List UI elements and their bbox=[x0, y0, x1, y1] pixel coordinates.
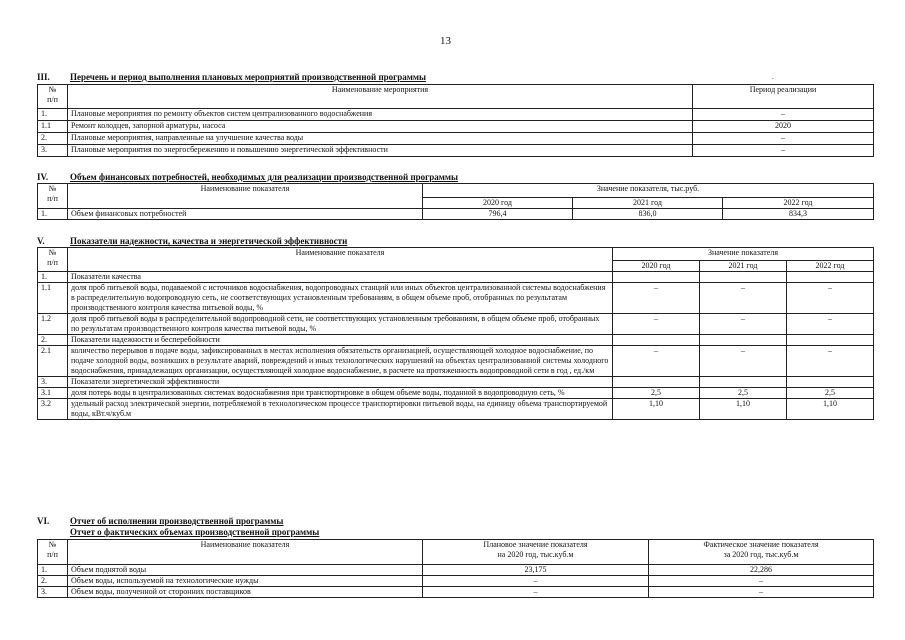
row-value-2020: 1,10 bbox=[613, 399, 700, 420]
row-period: – bbox=[693, 109, 874, 121]
table-row bbox=[38, 133, 874, 145]
header-num: № п/п bbox=[38, 184, 68, 209]
row-value-2021: 836,0 bbox=[573, 209, 723, 220]
year-2020: 2020 год bbox=[423, 198, 573, 209]
row-number: 1. bbox=[38, 565, 68, 576]
table-header-row bbox=[38, 85, 874, 109]
row-number: 1.1 bbox=[38, 121, 68, 133]
row-number: 3.1 bbox=[38, 388, 68, 399]
row-value-2020: 796,4 bbox=[423, 209, 573, 220]
row-number: 2.1 bbox=[38, 346, 68, 377]
row-value-2020 bbox=[613, 272, 700, 283]
section-5-heading bbox=[37, 236, 347, 246]
table-row bbox=[38, 145, 874, 157]
header-name: Наименование показателя bbox=[68, 540, 423, 565]
header-num: № п/п bbox=[38, 540, 68, 565]
header-value: Значение показателя bbox=[613, 248, 874, 261]
row-value-2022: – bbox=[787, 346, 874, 377]
table-row bbox=[38, 576, 874, 587]
section-3-heading bbox=[37, 72, 426, 82]
row-name: Показатели энергетической эффективности bbox=[68, 377, 613, 388]
section-3-table bbox=[37, 84, 874, 157]
row-period: – bbox=[693, 133, 874, 145]
row-value-2022 bbox=[787, 335, 874, 346]
row-number: 1. bbox=[38, 209, 68, 220]
header-fact: Фактическое значение показателя за 2020 год, тыс.куб.м bbox=[649, 540, 874, 565]
row-name: Показатели качества bbox=[68, 272, 613, 283]
row-name: удельный расход электрической энергии, потребляемой в технологическом процессе транспортировки питьевой воды, на единицу объема транспортируемой воды, кВт.ч/куб.м bbox=[68, 399, 613, 420]
row-name: Объем поднятой воды bbox=[68, 565, 423, 576]
header-value: Значение показателя, тыс.руб. bbox=[423, 184, 874, 198]
row-value-2021: 2,5 bbox=[700, 388, 787, 399]
section-5-table bbox=[37, 247, 874, 420]
section-4-heading bbox=[37, 172, 458, 182]
row-number: 2. bbox=[38, 133, 68, 145]
row-period: – bbox=[693, 145, 874, 157]
row-value-2022 bbox=[787, 272, 874, 283]
row-number: 2. bbox=[38, 335, 68, 346]
table-row bbox=[38, 283, 874, 314]
row-value-2021: – bbox=[700, 346, 787, 377]
table-row bbox=[38, 565, 874, 576]
table-row bbox=[38, 377, 874, 388]
row-number: 3. bbox=[38, 587, 68, 598]
table-header-row bbox=[38, 540, 874, 565]
row-name: Плановые мероприятия, направленные на улучшение качества воды bbox=[68, 133, 693, 145]
year-2021: 2021 год bbox=[573, 198, 723, 209]
row-name: Плановые мероприятия по ремонту объектов систем централизованного водоснабжения bbox=[68, 109, 693, 121]
section-5-number: V. bbox=[37, 236, 45, 246]
page-number: 13 bbox=[440, 35, 451, 47]
row-value-2022: – bbox=[787, 314, 874, 335]
section-4-number: IV. bbox=[37, 172, 49, 182]
row-value-2021: 1,10 bbox=[700, 399, 787, 420]
row-value-2022: 2,5 bbox=[787, 388, 874, 399]
row-value-2021 bbox=[700, 335, 787, 346]
section-6-heading bbox=[37, 516, 283, 526]
row-number: 1. bbox=[38, 109, 68, 121]
header-num: № п/п bbox=[38, 248, 68, 272]
year-2020: 2020 год bbox=[613, 261, 700, 272]
section-6-title: Отчет об исполнении производственной программы bbox=[70, 516, 284, 526]
row-number: 3. bbox=[38, 145, 68, 157]
table-row bbox=[38, 121, 874, 133]
section-3-title: Перечень и период выполнения плановых мероприятий производственной программы bbox=[70, 72, 427, 82]
row-period: 2020 bbox=[693, 121, 874, 133]
row-plan: – bbox=[423, 576, 649, 587]
row-plan: – bbox=[423, 587, 649, 598]
row-value-2022: – bbox=[787, 283, 874, 314]
row-value-2021: – bbox=[700, 314, 787, 335]
row-value-2022: 834,3 bbox=[723, 209, 874, 220]
row-name: доля проб питьевой воды в распределительной водопроводной сети, не соответствующих установленным требованиям, в общем объеме проб, отобранных по результатам производственного контроля качества питьевой воды, % bbox=[68, 314, 613, 335]
table-row bbox=[38, 399, 874, 420]
row-name: Показатели надежности и бесперебойности bbox=[68, 335, 613, 346]
section-5-title: Показатели надежности, качества и энергетической эффективности bbox=[70, 236, 348, 246]
row-number: 2. bbox=[38, 576, 68, 587]
table-header-row bbox=[38, 184, 874, 198]
row-number: 1.1 bbox=[38, 283, 68, 314]
section-4-table bbox=[37, 183, 874, 220]
section-4-title: Объем финансовых потребностей, необходимых для реализации производственной программы bbox=[70, 172, 459, 182]
row-value-2020: – bbox=[613, 314, 700, 335]
section-6-subtitle: Отчет о фактических объемах производственной программы bbox=[70, 527, 320, 537]
row-name: доля потерь воды в централизованных системах водоснабжения при транспортировке в общем объеме воды, поданной в водопроводную сеть, % bbox=[68, 388, 613, 399]
table-row bbox=[38, 346, 874, 377]
row-name: Объем воды, используемой на технологические нужды bbox=[68, 576, 423, 587]
table-row bbox=[38, 314, 874, 335]
row-number: 1.2 bbox=[38, 314, 68, 335]
table-row bbox=[38, 209, 874, 220]
row-name: Ремонт колодцев, запорной арматуры, насоса bbox=[68, 121, 693, 133]
row-value-2022 bbox=[787, 377, 874, 388]
row-fact: 22,286 bbox=[649, 565, 874, 576]
header-num: № п/п bbox=[38, 85, 68, 109]
row-name: Объем воды, полученной от сторонних поставщиков bbox=[68, 587, 423, 598]
section-6-number: VI. bbox=[37, 516, 50, 526]
row-value-2021 bbox=[700, 377, 787, 388]
row-fact: – bbox=[649, 587, 874, 598]
row-number: 1. bbox=[38, 272, 68, 283]
row-name: Объем финансовых потребностей bbox=[68, 209, 423, 220]
year-2021: 2021 год bbox=[700, 261, 787, 272]
row-name: доля проб питьевой воды, подаваемой с источников водоснабжения, водопроводных станций или иных объектов централизованной системы водоснабжения в распределительную водопроводную сеть, не соответствующих установленным требованиям, в общем объеме проб, отобранных по результатам производственного контроля качества питьевой воды, % bbox=[68, 283, 613, 314]
header-period: Период реализации bbox=[693, 85, 874, 109]
year-2022: 2022 год bbox=[723, 198, 874, 209]
header-name: Наименование показателя bbox=[68, 248, 613, 272]
table-header-row bbox=[38, 248, 874, 261]
table-row bbox=[38, 272, 874, 283]
stray-mark: . bbox=[772, 73, 774, 81]
row-plan: 23,175 bbox=[423, 565, 649, 576]
row-value-2020: – bbox=[613, 283, 700, 314]
header-plan: Плановое значение показателя на 2020 год, тыс.куб.м bbox=[423, 540, 649, 565]
table-row bbox=[38, 335, 874, 346]
section-6-table bbox=[37, 539, 874, 598]
row-value-2020 bbox=[613, 335, 700, 346]
row-value-2020 bbox=[613, 377, 700, 388]
table-row bbox=[38, 587, 874, 598]
row-value-2020: – bbox=[613, 346, 700, 377]
year-2022: 2022 год bbox=[787, 261, 874, 272]
row-name: Плановые мероприятия по энергосбережению и повышению энергетической эффективности bbox=[68, 145, 693, 157]
row-value-2020: 2,5 bbox=[613, 388, 700, 399]
table-row bbox=[38, 109, 874, 121]
row-number: 3.2 bbox=[38, 399, 68, 420]
header-name: Наименование показателя bbox=[68, 184, 423, 209]
row-value-2022: 1,10 bbox=[787, 399, 874, 420]
table-row bbox=[38, 388, 874, 399]
row-number: 3. bbox=[38, 377, 68, 388]
row-fact: – bbox=[649, 576, 874, 587]
row-value-2021: – bbox=[700, 283, 787, 314]
section-3-number: III. bbox=[37, 72, 50, 82]
row-name: количество перерывов в подаче воды, зафиксированных в местах исполнения обязательств организацией, осуществляющей холодное водоснабжение, по подаче холодной воды, возникших в результате аварий, повреждений и иных технологических нарушений на объектах централизованной системы холодного водоснабжения, принадлежащих организации, осуществляющей холодное водоснабжение, в расчете на протяженность водопроводной сети в год , ед./км bbox=[68, 346, 613, 377]
row-value-2021 bbox=[700, 272, 787, 283]
header-name: Наименование мероприятия bbox=[68, 85, 693, 109]
